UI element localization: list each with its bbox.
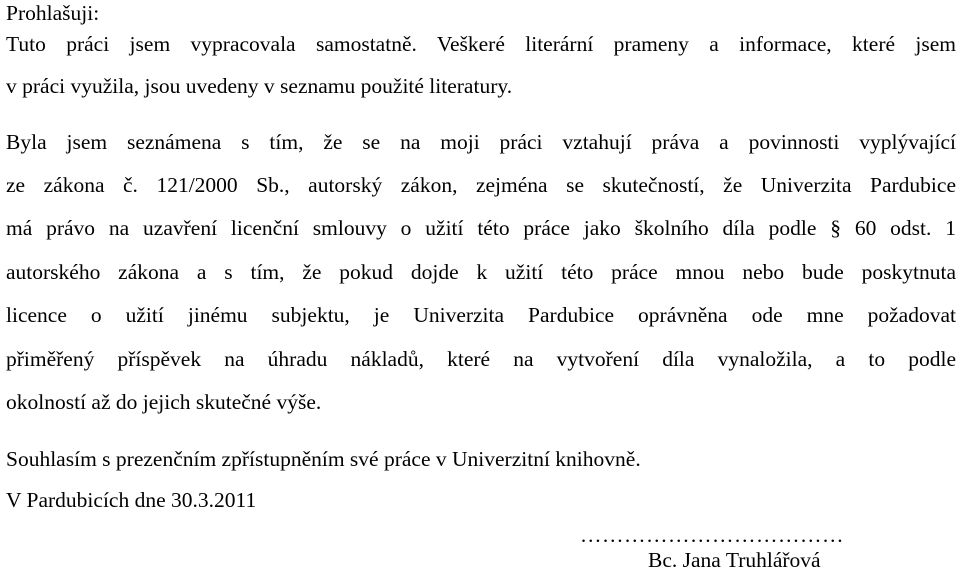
- place-and-date: V Pardubicích dne 30.3.2011: [6, 488, 257, 512]
- signatory-name: Bc. Jana Truhlářová: [648, 548, 821, 572]
- paragraph2-line2: ze zákona č. 121/2000 Sb., autorský zákon, zejména se skutečností, že Univerzita Pardubice: [6, 173, 956, 197]
- paragraph1-line2: v práci využila, jsou uvedeny v seznamu použité literatury.: [6, 74, 513, 98]
- paragraph2-line7: okolností až do jejich skutečné výše.: [6, 390, 322, 414]
- paragraph2-line5: licence o užití jinému subjektu, je Univerzita Pardubice oprávněna ode mne požadovat: [6, 303, 956, 327]
- paragraph2-line1: Byla jsem seznámena s tím, že se na moji práci vztahují práva a povinnosti vyplývající: [6, 130, 956, 154]
- consent-statement: Souhlasím s prezenčním zpřístupněním své práce v Univerzitní knihovně.: [6, 447, 641, 471]
- signature-line: ………………………………: [580, 523, 844, 547]
- paragraph2-line3: má právo na uzavření licenční smlouvy o užití této práce jako školního díla podle § 60 odst. 1: [6, 216, 956, 240]
- paragraph2-line4: autorského zákona a s tím, že pokud dojde k užití této práce mnou nebo bude poskytnuta: [6, 260, 956, 284]
- paragraph1-line1: Tuto práci jsem vypracovala samostatně. Veškeré literární prameny a informace, které jsem: [6, 32, 956, 56]
- paragraph2-line6: přiměřený příspěvek na úhradu nákladů, které na vytvoření díla vynaložila, a to podle: [6, 347, 956, 371]
- declaration-heading: Prohlašuji:: [6, 1, 100, 25]
